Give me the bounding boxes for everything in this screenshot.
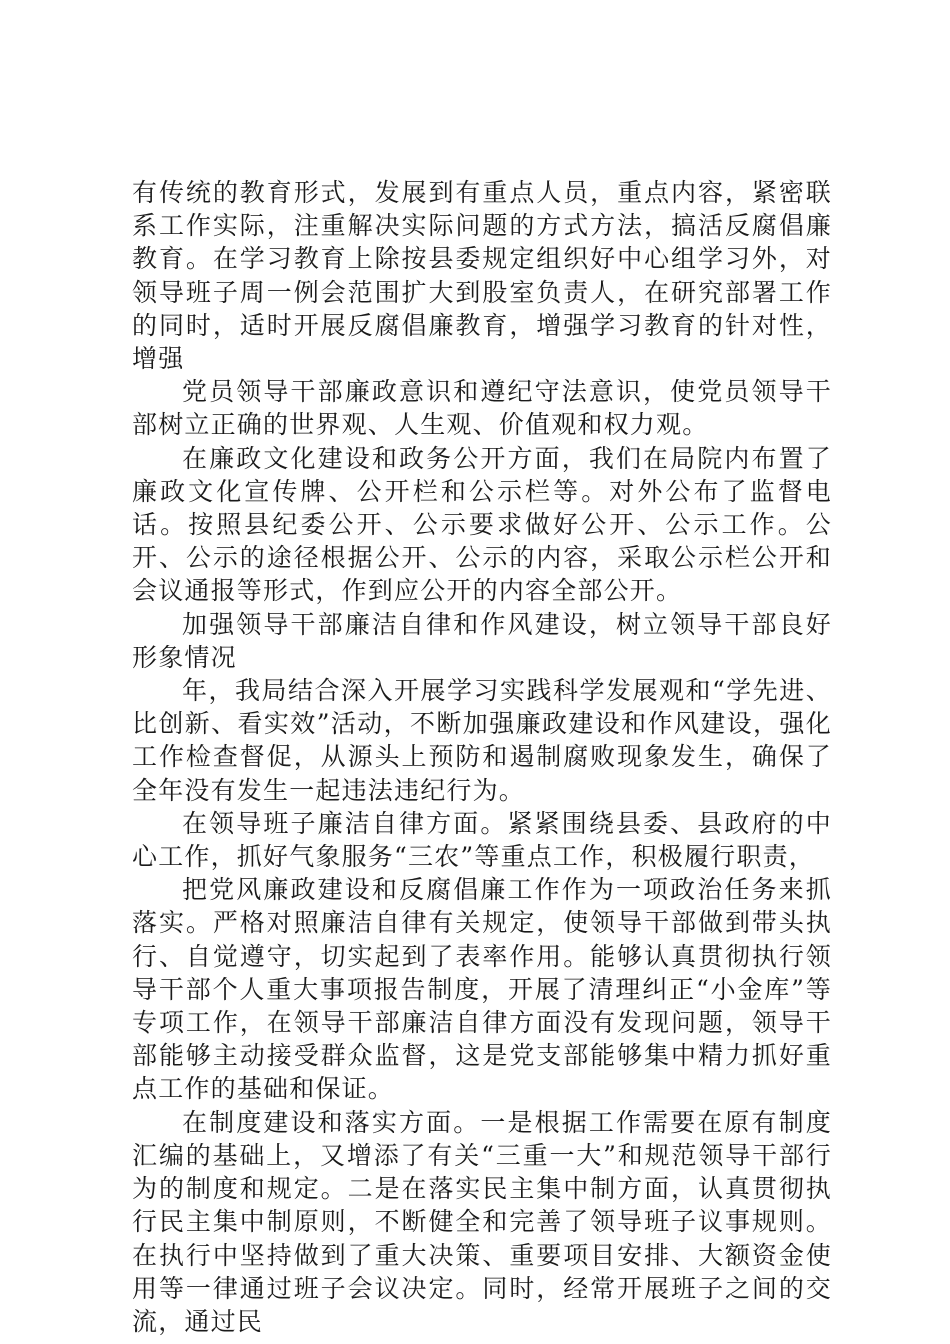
paragraph-5: 年，我局结合深入开展学习实践科学发展观和“学先进、比创新、看实效”活动，不断加强廉政建设和作风建设，强化工作检查督促，从源头上预防和遏制腐败现象发生，确保了全年没有发生一起违法违纪行为。 [132,676,832,805]
paragraph-3: 在廉政文化建设和政务公开方面，我们在局院内布置了廉政文化宣传牌、公开栏和公示栏等。对外公布了监督电话。按照县纪委公开、公示要求做好公开、公示工作。公开、公示的途径根据公开、公示的内容，采取公示栏公开和会议通报等形式，作到应公开的内容全部公开。 [132,443,832,606]
paragraph-8: 在制度建设和落实方面。一是根据工作需要在原有制度汇编的基础上，又增添了有关“三重一大”和规范领导干部行为的制度和规定。二是在落实民主集中制方面，认真贯彻执行民主集中制原则，不断健全和完善了领导班子议事规则。在执行中坚持做到了重大决策、重要项目安排、大额资金使用等一律通过班子会议决定。同时，经常开展班子之间的交流，通过民 [132,1107,832,1336]
paragraph-6: 在领导班子廉洁自律方面。紧紧围绕县委、县政府的中心工作，抓好气象服务“三农”等重点工作，积极履行职责， [132,808,832,872]
document-body [132,176,832,1338]
paragraph-1: 有传统的教育形式，发展到有重点人员，重点内容，紧密联系工作实际，注重解决实际问题的方式方法，搞活反腐倡廉教育。在学习教育上除按县委规定组织好中心组学习外，对领导班子周一例会范围扩大到股室负责人，在研究部署工作的同时，适时开展反腐倡廉教育，增强学习教育的针对性，增强 [132,178,832,374]
paragraph-7: 把党风廉政建设和反腐倡廉工作作为一项政治任务来抓落实。严格对照廉洁自律有关规定，使领导干部做到带头执行、自觉遵守，切实起到了表率作用。能够认真贯彻执行领导干部个人重大事项报告制度，开展了清理纠正“小金库”等专项工作，在领导干部廉洁自律方面没有发现问题，领导干部能够主动接受群众监督，这是党支部能够集中精力抓好重点工作的基础和保证。 [132,875,832,1104]
paragraph-4: 加强领导干部廉洁自律和作风建设，树立领导干部良好形象情况 [132,609,832,672]
paragraph-2: 党员领导干部廉政意识和遵纪守法意识，使党员领导干部树立正确的世界观、人生观、价值观和权力观。 [132,377,832,440]
